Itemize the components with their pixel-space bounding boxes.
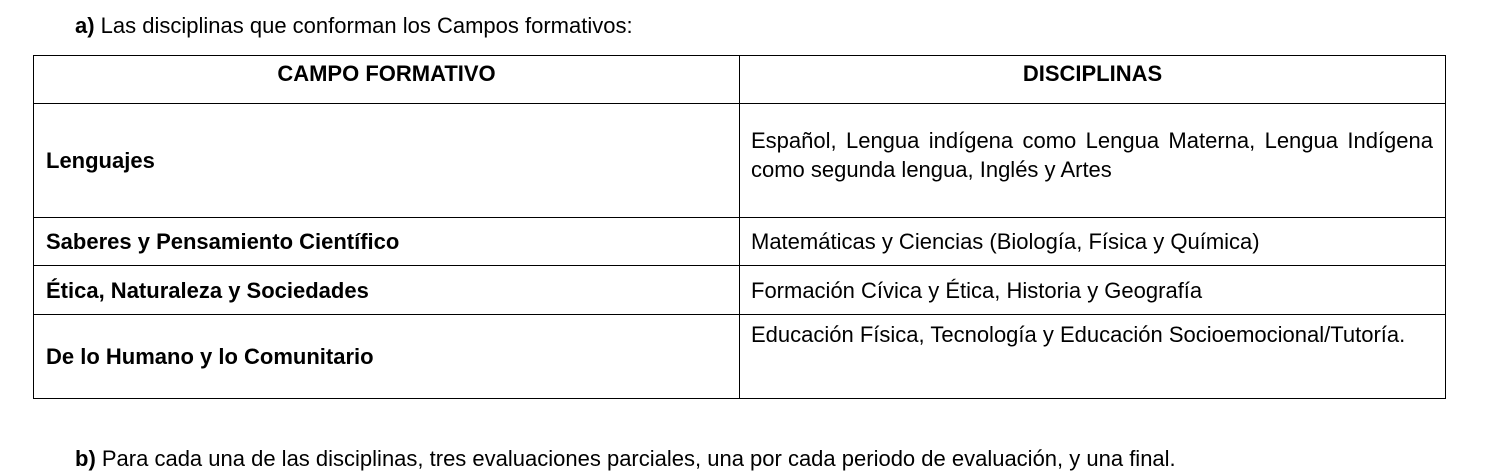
paragraph-a xyxy=(75,13,633,39)
header-campo-formativo: CAMPO FORMATIVO xyxy=(34,56,740,104)
paragraph-a-text: Las disciplinas que conforman los Campos formativos: xyxy=(94,13,633,38)
header-disciplinas: DISCIPLINAS xyxy=(740,56,1446,104)
disciplinas-cell: Español, Lengua indígena como Lengua Materna, Lengua Indígena como segunda lengua, Inglés y Artes xyxy=(740,104,1446,218)
disciplinas-cell: Formación Cívica y Ética, Historia y Geografía xyxy=(740,266,1446,315)
list-marker-b: b) xyxy=(75,446,96,471)
campo-cell: Lenguajes xyxy=(34,104,740,218)
campo-cell: Ética, Naturaleza y Sociedades xyxy=(34,266,740,315)
paragraph-b-text: Para cada una de las disciplinas, tres evaluaciones parciales, una por cada periodo de evaluación, y una final. xyxy=(95,446,1176,471)
list-marker-a: a) xyxy=(75,13,95,38)
table-row xyxy=(34,218,1446,266)
paragraph-b xyxy=(75,446,1176,472)
campo-cell: Saberes y Pensamiento Científico xyxy=(34,218,740,266)
disciplinas-cell: Educación Física, Tecnología y Educación Socioemocional/Tutoría. xyxy=(740,315,1446,399)
campo-cell: De lo Humano y lo Comunitario xyxy=(34,315,740,399)
table-row xyxy=(34,315,1446,399)
table-header-row xyxy=(34,56,1446,104)
disciplinas-cell: Matemáticas y Ciencias (Biología, Física y Química) xyxy=(740,218,1446,266)
table-row xyxy=(34,104,1446,218)
table-row xyxy=(34,266,1446,315)
campos-formativos-table xyxy=(33,55,1446,399)
